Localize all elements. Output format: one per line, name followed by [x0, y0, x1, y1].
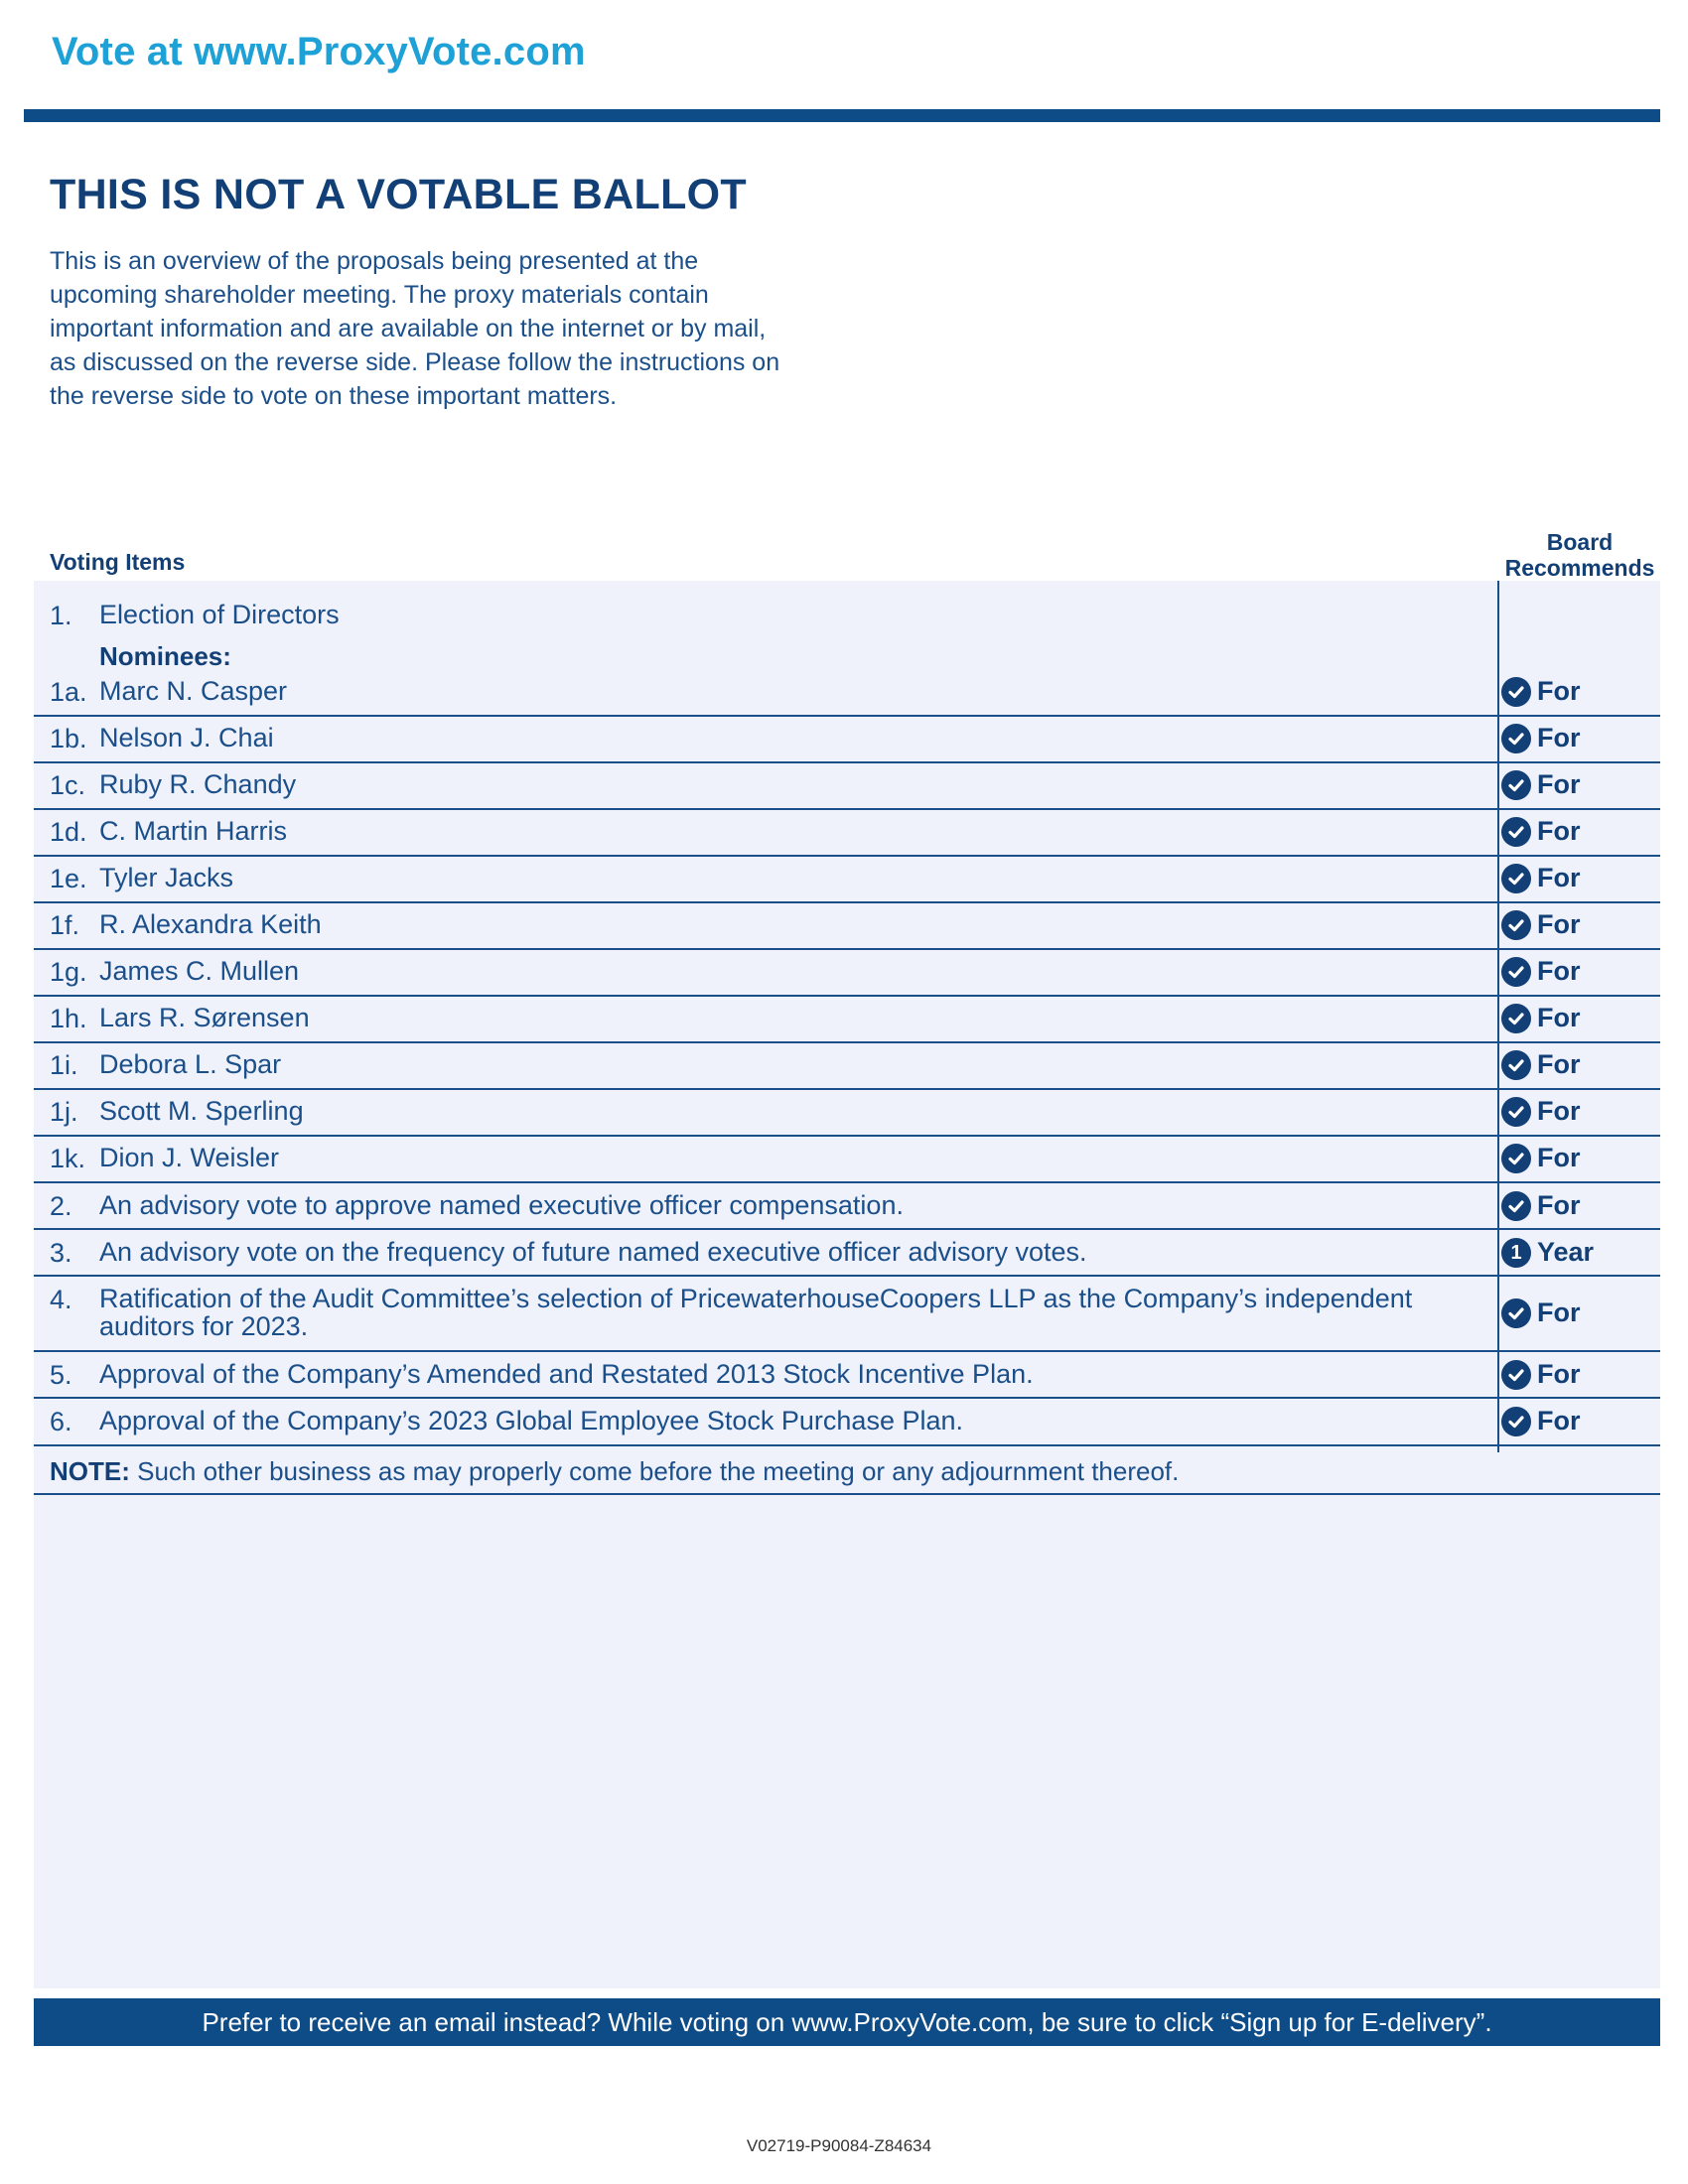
- item-number: 1a.: [50, 677, 87, 707]
- recommendation-label: For: [1537, 676, 1581, 706]
- nominee-row: [34, 1090, 1660, 1137]
- check-icon: [1501, 1050, 1531, 1080]
- board-recommendation: [1501, 863, 1581, 893]
- item-number: 1.: [50, 601, 72, 630]
- recommendation-label: Year: [1537, 1237, 1595, 1267]
- board-recommendation: [1501, 1096, 1581, 1127]
- nominee-row: [34, 950, 1660, 997]
- check-icon: [1501, 770, 1531, 800]
- nominee-name: C. Martin Harris: [99, 816, 288, 846]
- nominee-name: Debora L. Spar: [99, 1049, 282, 1079]
- nominee-row: [34, 1137, 1660, 1183]
- board-header-line2: Recommends: [1504, 555, 1655, 581]
- nominee-name: Marc N. Casper: [99, 676, 288, 706]
- item-number: 2.: [50, 1191, 72, 1221]
- proposal-text: Approval of the Company’s 2023 Global Employee Stock Purchase Plan.: [99, 1406, 963, 1435]
- proposal-text: Ratification of the Audit Committee’s selection of PricewaterhouseCoopers LLP as the Company’s independent auditors for 2023.: [99, 1284, 1413, 1341]
- item-number: 1c.: [50, 770, 86, 800]
- recommendation-label: For: [1537, 1190, 1581, 1220]
- nominee-name: Ruby R. Chandy: [99, 769, 297, 799]
- nominee-row: [34, 997, 1660, 1043]
- nominee-name: R. Alexandra Keith: [99, 909, 322, 939]
- recommendation-label: For: [1537, 1096, 1581, 1126]
- edelivery-banner: Prefer to receive an email instead? While voting on www.ProxyVote.com, be sure to click “Sign up for E-delivery”.: [34, 1998, 1660, 2046]
- board-recommendation: [1501, 1003, 1581, 1033]
- nominee-row: [34, 857, 1660, 903]
- proposal-row: [34, 1277, 1660, 1352]
- board-recommendation: [1501, 956, 1581, 987]
- note-row: [34, 1446, 1660, 1495]
- note-text: [50, 1456, 1179, 1487]
- note-label: NOTE:: [50, 1456, 130, 1486]
- voting-items-header: Voting Items: [50, 549, 186, 575]
- check-icon: [1501, 957, 1531, 987]
- item-number: 1b.: [50, 724, 87, 753]
- check-icon: [1501, 1407, 1531, 1436]
- item-number: 1g.: [50, 957, 87, 987]
- nominee-row: [34, 763, 1660, 810]
- item-number: 1f.: [50, 910, 80, 940]
- recommendation-label: For: [1537, 956, 1581, 986]
- board-recommendation: [1501, 1406, 1581, 1436]
- recommendation-label: For: [1537, 1406, 1581, 1435]
- recommendation-label: For: [1537, 769, 1581, 799]
- item-number: 1k.: [50, 1144, 86, 1173]
- nominee-name: James C. Mullen: [99, 956, 300, 986]
- proposal-text: An advisory vote on the frequency of future named executive officer advisory votes.: [99, 1237, 1087, 1267]
- recommendation-label: For: [1537, 863, 1581, 892]
- check-icon: [1501, 817, 1531, 847]
- check-icon: [1501, 1298, 1531, 1328]
- check-icon: [1501, 864, 1531, 893]
- recommendation-label: For: [1537, 1143, 1581, 1172]
- intro-paragraph: This is an overview of the proposals being presented at the upcoming shareholder meeting. The proxy materials contain important information and are available on the internet or by mail, as discussed on the reverse side. Please follow the instructions on the reverse side to vote on these important matters.: [50, 247, 780, 410]
- nominee-row: [34, 1043, 1660, 1090]
- nominee-row: [34, 581, 1660, 717]
- board-recommendation: [1501, 1297, 1581, 1328]
- proposal-row: [34, 1183, 1660, 1230]
- check-icon: [1501, 1097, 1531, 1127]
- check-icon: [1501, 677, 1531, 707]
- recommendation-label: For: [1537, 1359, 1581, 1389]
- note-body: Such other business as may properly come before the meeting or any adjournment thereof.: [129, 1456, 1180, 1486]
- item-number: 1j.: [50, 1097, 78, 1127]
- item-number: 1d.: [50, 817, 87, 847]
- recommendation-label: For: [1537, 909, 1581, 939]
- proposal-row: [34, 1230, 1660, 1277]
- nominee-row: [34, 903, 1660, 950]
- nominee-row: [34, 717, 1660, 763]
- item-number: 1e.: [50, 864, 87, 893]
- document-code: V02719-P90084-Z84634: [746, 2136, 932, 2155]
- board-recommendation: [1501, 769, 1581, 800]
- board-recommendation: [1501, 1049, 1581, 1080]
- nominee-name: Tyler Jacks: [99, 863, 234, 892]
- nominees-label: Nominees:: [99, 641, 231, 671]
- check-icon: [1501, 910, 1531, 940]
- check-icon: [1501, 1191, 1531, 1221]
- item-text: Election of Directors: [99, 600, 340, 629]
- board-recommendation: [1501, 723, 1581, 753]
- board-recommendation: [1501, 676, 1581, 707]
- board-recommends-header: [1497, 529, 1662, 581]
- check-icon: [1501, 1004, 1531, 1033]
- check-icon: [1501, 1144, 1531, 1173]
- proposal-row: [34, 1399, 1660, 1446]
- item-number: 1h.: [50, 1004, 87, 1033]
- board-recommendation: [1501, 816, 1581, 847]
- nominee-name: Lars R. Sørensen: [99, 1003, 310, 1032]
- proposal-row: [34, 1352, 1660, 1399]
- recommendation-label: For: [1537, 1297, 1581, 1327]
- recommendation-label: For: [1537, 723, 1581, 752]
- proposal-text: An advisory vote to approve named executive officer compensation.: [99, 1190, 904, 1220]
- item-number: 6.: [50, 1407, 72, 1436]
- recommendation-label: For: [1537, 1049, 1581, 1079]
- recommendation-label: For: [1537, 816, 1581, 846]
- proxyvote-link[interactable]: Vote at www.ProxyVote.com: [52, 30, 586, 73]
- proposal-text: Approval of the Company’s Amended and Restated 2013 Stock Incentive Plan.: [99, 1359, 1034, 1389]
- board-recommendation: [1501, 909, 1581, 940]
- board-recommendation: [1501, 1359, 1581, 1390]
- board-header-line1: Board: [1546, 529, 1614, 555]
- item-number: 4.: [50, 1285, 72, 1314]
- nominee-row: [34, 810, 1660, 857]
- board-recommendation: [1501, 1143, 1581, 1173]
- check-icon: [1501, 724, 1531, 753]
- item-number: 1i.: [50, 1050, 78, 1080]
- recommendation-label: For: [1537, 1003, 1581, 1032]
- number-one-icon: 1: [1501, 1238, 1531, 1268]
- header-rule: [24, 109, 1660, 122]
- item-number: 5.: [50, 1360, 72, 1390]
- nominee-name: Scott M. Sperling: [99, 1096, 304, 1126]
- nominee-name: Nelson J. Chai: [99, 723, 274, 752]
- item-number: 3.: [50, 1238, 72, 1268]
- check-icon: [1501, 1360, 1531, 1390]
- board-recommendation: [1501, 1237, 1594, 1268]
- page-title: THIS IS NOT A VOTABLE BALLOT: [50, 171, 747, 218]
- board-recommendation: [1501, 1190, 1581, 1221]
- nominee-name: Dion J. Weisler: [99, 1143, 280, 1172]
